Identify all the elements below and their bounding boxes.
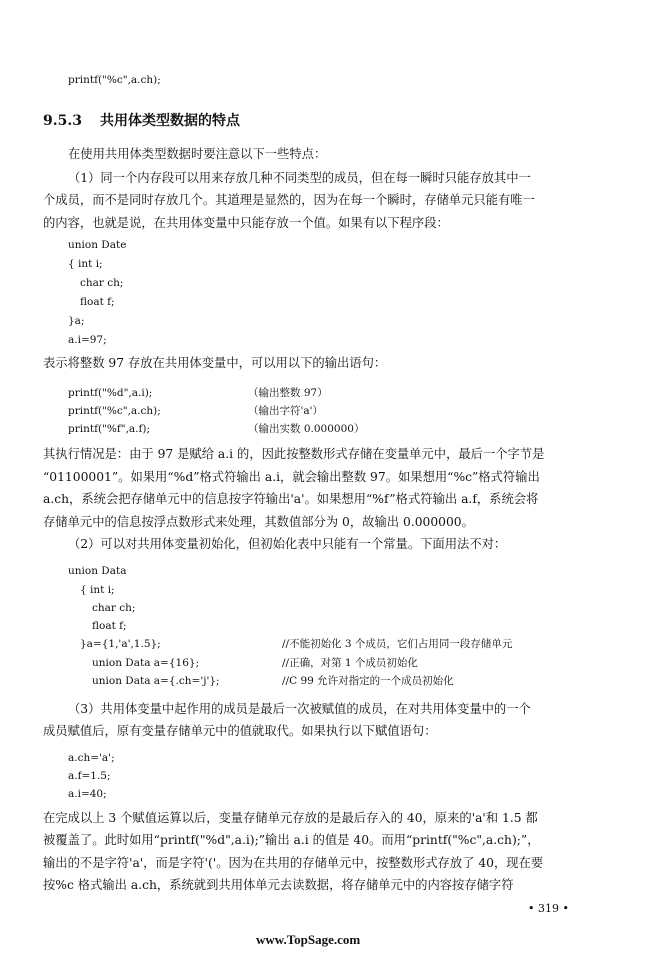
code-union-data-line4: float f; bbox=[92, 620, 127, 632]
code-printf-c: printf("%c",a.ch); bbox=[68, 405, 161, 417]
paragraph-point3-line2: 成员赋值后，原有变量存储单元中的值就取代。如果执行以下赋值语句： bbox=[43, 724, 437, 738]
comment-cannot-init-three: //不能初始化 3 个成员，它们占用同一段存储单元 bbox=[282, 638, 513, 650]
paragraph-result-line1: 在完成以上 3 个赋值运算以后，变量存储单元存放的是最后存入的 40，原来的'a'和 1.5 都 bbox=[43, 811, 538, 825]
code-union-date-line5: }a; bbox=[68, 315, 85, 327]
code-union-data-line2: { int i; bbox=[80, 584, 115, 596]
code-union-date-line3: char ch; bbox=[80, 277, 124, 289]
code-printf-f: printf("%f",a.f); bbox=[68, 423, 151, 435]
code-union-date-line2: { int i; bbox=[68, 258, 103, 270]
section-title: 共用体类型数据的特点 bbox=[100, 113, 240, 129]
note-output-int: （输出整数 97） bbox=[248, 387, 328, 399]
paragraph-result-line4: 按%c 格式输出 a.ch，系统就到共用体单元去读数据，将存储单元中的内容按存储字符 bbox=[43, 878, 514, 892]
code-union-date-line4: float f; bbox=[80, 296, 115, 308]
code-union-data-line1: union Data bbox=[68, 565, 127, 577]
comment-c99-designated-init: //C 99 允许对指定的一个成员初始化 bbox=[282, 675, 454, 687]
code-assign-f: a.f=1.5; bbox=[68, 770, 111, 782]
note-output-real: （输出实数 0.000000） bbox=[248, 423, 365, 435]
paragraph-result-line2: 被覆盖了。此时如用“printf("%d",a.i);”输出 a.i 的值是 40。而用“printf("%c",a.ch);”， bbox=[43, 833, 540, 847]
paragraph-point1-line1: （1）同一个内存段可以用来存放几种不同类型的成员，但在每一瞬时只能存放其中一 bbox=[68, 171, 531, 185]
paragraph-execution-line1: 其执行情况是：由于 97 是赋给 a.i 的，因此按整数形式存储在变量单元中，最后一个字节是 bbox=[43, 447, 545, 461]
paragraph-point1-line2: 个成员，而不是同时存放几个。其道理是显然的，因为在每一个瞬时，存储单元只能有唯一 bbox=[43, 193, 535, 207]
section-number: 9.5.3 bbox=[43, 113, 82, 129]
page-number: • 319 • bbox=[528, 902, 569, 915]
paragraph-result-line3: 输出的不是字符'a'，而是字符'('。因为在共用的存储单元中，按整数形式存放了 40，现在要 bbox=[43, 856, 544, 870]
note-output-char: （输出字符'a'） bbox=[248, 405, 324, 417]
paragraph-execution-line3: a.ch，系统会把存储单元中的信息按字符输出'a'。如果想用“%f”格式符输出 a.f，系统会将 bbox=[43, 492, 539, 506]
code-union-data-line3: char ch; bbox=[92, 602, 136, 614]
code-union-data-line6: union Data a={16}; bbox=[92, 657, 200, 669]
code-union-data-line5: }a={1,'a',1.5}; bbox=[80, 638, 161, 650]
code-union-data-line7: union Data a={.ch='j'}; bbox=[92, 675, 220, 687]
paragraph-intro: 在使用共用体类型数据时要注意以下一些特点： bbox=[68, 147, 327, 161]
paragraph-point3-line1: （3）共用体变量中起作用的成员是最后一次被赋值的成员，在对共用体变量中的一个 bbox=[68, 702, 531, 716]
comment-correct-first-member: //正确，对第 1 个成员初始化 bbox=[282, 657, 418, 669]
code-line-printf-ch: printf("%c",a.ch); bbox=[68, 74, 161, 86]
paragraph-output-statements: 表示将整数 97 存放在共用体变量中，可以用以下的输出语句： bbox=[43, 356, 387, 370]
paragraph-execution-line2: “01100001”。如果用“%d”格式符输出 a.i，就会输出整数 97。如果想用“%c”格式符输出 bbox=[43, 470, 540, 484]
footer-watermark: www.TopSage.com bbox=[256, 932, 361, 947]
code-printf-d: printf("%d",a.i); bbox=[68, 387, 153, 399]
code-union-date-line1: union Date bbox=[68, 239, 127, 251]
paragraph-point2: （2）可以对共用体变量初始化，但初始化表中只能有一个常量。下面用法不对： bbox=[68, 537, 507, 551]
paragraph-point1-line3: 的内容，也就是说，在共用体变量中只能存放一个值。如果有以下程序段： bbox=[43, 216, 449, 230]
code-assign-ch: a.ch='a'; bbox=[68, 752, 115, 764]
paragraph-execution-line4: 存储单元中的信息按浮点数形式来处理，其数值部分为 0，故输出 0.000000。 bbox=[43, 515, 474, 529]
code-assign-i: a.i=40; bbox=[68, 788, 107, 800]
code-union-date-line6: a.i=97; bbox=[68, 334, 107, 346]
